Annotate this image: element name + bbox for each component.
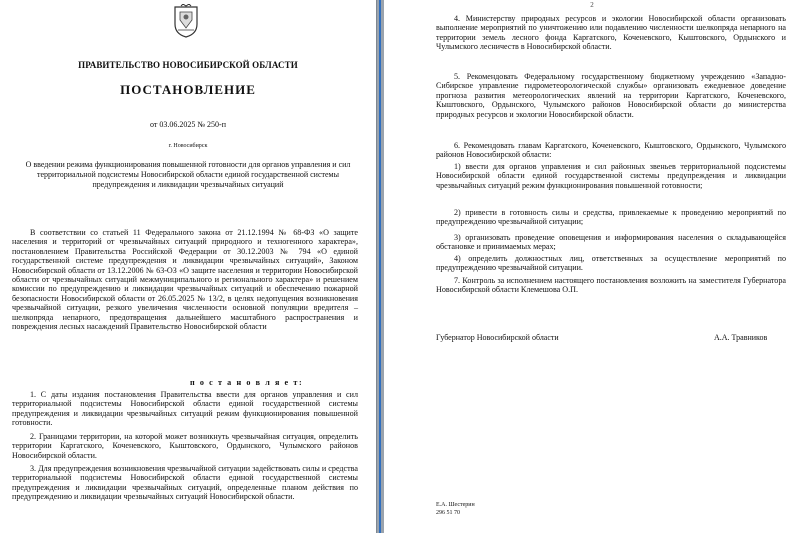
document-page-1 [0,0,376,533]
coat-of-arms-icon [172,4,200,38]
preamble: В соответствии со статьей 11 Федерального закона от 21.12.1994 № 68-ФЗ «О защите населения и территорий от чрезвычайных ситуаций природного и техногенного характера», постановлением Правительства Российской Федерации от 30.12.2003 № 794 «О единой государственной системе предупреждения и ликвидации чрезвычайных ситуаций», Законом Новосибирской области от 13.12.2006 № 63-ОЗ «О защите населения и территории Новосибирской области от чрезвычайных ситуаций межмуниципального и регионального характера» и решением комиссии по предупреждению и ликвидации чрезвычайных ситуаций и обеспечению пожарной безопасности Новосибирской области от 26.05.2025 № 13/2, в целях недопущения возникновения чрезвычайной ситуации, резкого увеличения численности основной популяции вредителя – шелкопряда непарного, предотвращения дальнейшего масштабного распространения и повреждения лесных насаждений Правительство Новосибирской области [12,228,358,332]
city: г. Новосибирск [168,143,208,149]
org-name: ПРАВИТЕЛЬСТВО НОВОСИБИРСКОЙ ОБЛАСТИ [78,60,298,70]
page-number: 2 [590,1,594,9]
date-number: от 03.06.2025 № 250-п [150,120,226,129]
item-3: 3. Для предупреждения возникновения чрезвычайной ситуации задействовать силы и средства территориальной подсистемы Новосибирской области единой государственной системы предупреждения и ликвидации чрезвычайных ситуаций, определенные планом действия по предупреждению и ликвидации чрезвычайных ситуаций Новосибирской области. [12,464,358,502]
item-4: 4. Министерству природных ресурсов и экологии Новосибирской области организовать выполнение мероприятий по уничтожению или подавлению численности шелкопряда непарного на территории земель лесного фонда Каргатского, Коченевского, Кыштовского, Ордынского и Чулымского лесничеств в Новосибирской области. [436,14,786,52]
item-2: 2. Границами территории, на которой может возникнуть чрезвычайная ситуация, определить территории Каргатского, Коченевского, Кыштовского, Ордынского, Чулымского районов Новосибирской области. [12,432,358,460]
item-6-3: 3) организовать проведение оповещения и информирования населения о складывающейся обстановке и принимаемых мерах; [436,233,786,252]
executor-name: Е.А. Шестерин [436,502,475,508]
item-1: 1. С даты издания постановления Правительства ввести для органов управления и сил территориальной подсистемы Новосибирской области единой государственной системы предупреждения и ликвидации чрезвычайных ситуаций режим функционирования повышенной готовности. [12,390,358,428]
item-5: 5. Рекомендовать Федеральному государственному бюджетному учреждению «Западно-Сибирское управление гидрометеорологической службы» организовать ежедневное доведение прогноза развития метеорологических явлений на территории Каргатского, Коченевского, Кыштовского, Ордынского, Чулымского районов Новосибирской области до министерства природных ресурсов и экологии Новосибирской области. [436,72,786,119]
executor-phone: 296 51 70 [436,510,460,516]
item-6-1: 1) ввести для органов управления и сил районных звеньев территориальной подсистемы Новосибирской области единой государственной системы предупреждения и ликвидации чрезвычайных ситуаций режим функционирования повышенной готовности; [436,162,786,190]
document-subject: О введении режима функционирования повышенной готовности для органов управления и сил территориальной подсистемы Новосибирской области единой государственной системы предупреждения и ликвидации чрезвычайных ситуаций [25,160,351,189]
item-6-4: 4) определить должностных лиц, ответственных за осуществление мероприятий по предупреждению чрезвычайной ситуации. [436,254,786,273]
signature-title: Губернатор Новосибирской области [436,333,559,342]
item-7: 7. Контроль за исполнением настоящего постановления возложить на заместителя Губернатора Новосибирской области Клемешова О.П. [436,276,786,295]
document-page-2 [384,0,800,533]
resolves-word: п о с т а н о в л я е т: [190,378,304,387]
document-type: ПОСТАНОВЛЕНИЕ [120,82,256,97]
item-6: 6. Рекомендовать главам Каргатского, Коченевского, Кыштовского, Ордынского, Чулымского районов Новосибирской области: [436,141,786,160]
signature-name: А.А. Травников [714,333,768,342]
item-6-2: 2) привести в готовность силы и средства, привлекаемые к проведению мероприятий по предупреждению чрезвычайной ситуации; [436,208,786,227]
